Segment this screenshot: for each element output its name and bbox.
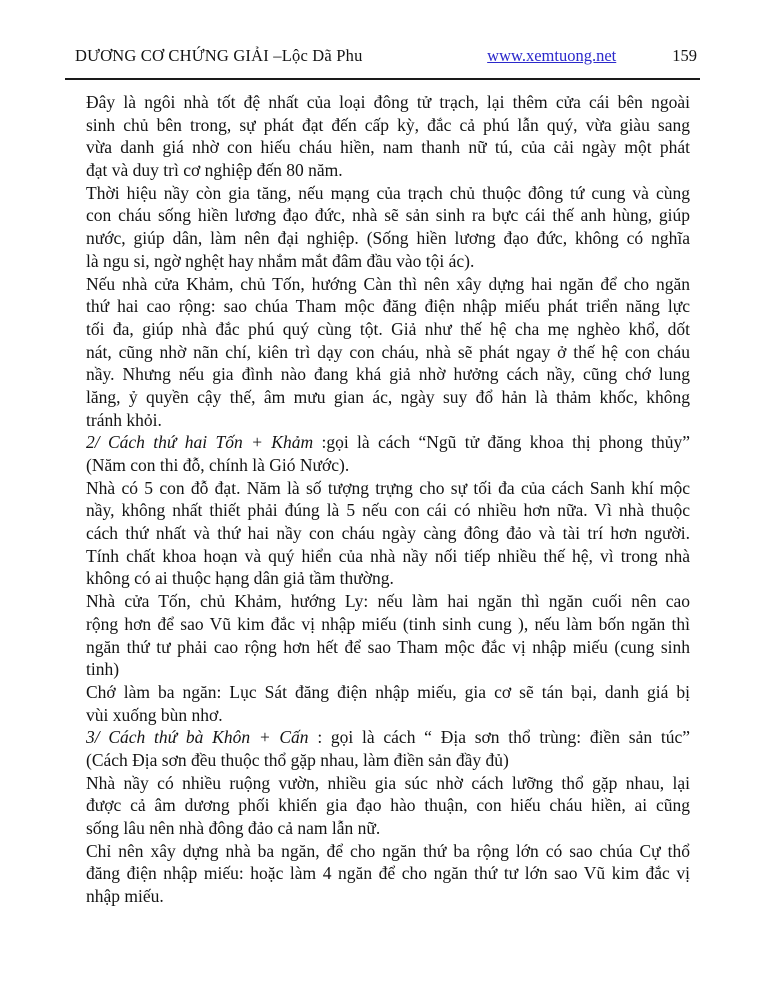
text-line bbox=[86, 409, 690, 432]
italic-heading-segment: 3/ Cách thứ bà Khôn + Cấn bbox=[86, 727, 318, 748]
text-segment: rộng hơn để sao Vũ kim đắc vị nhập miếu (tinh sinh cung ), nếu làm bốn ngăn thì bbox=[86, 613, 690, 634]
text-segment: Tính chất khoa hoạn và quý hiển của nhà nầy nối tiếp nhiều thế hệ, vì trong nhà bbox=[86, 545, 690, 566]
page-number: 159 bbox=[672, 46, 697, 65]
text-line bbox=[86, 204, 690, 227]
text-line bbox=[86, 862, 690, 885]
text-segment: được cả âm dương phối khiến gia đạo hào thuận, con hiếu cháu hiền, ai cũng bbox=[86, 795, 690, 816]
text-line bbox=[86, 567, 690, 590]
text-segment: Thời hiệu nầy còn gia tăng, nếu mạng của trạch chủ thuộc đông tứ cung và cùng bbox=[86, 182, 690, 203]
text-line bbox=[86, 250, 690, 273]
text-line bbox=[86, 613, 690, 636]
website-link[interactable]: www.xemtuong.net bbox=[487, 46, 617, 65]
text-segment: là ngu si, ngờ nghệt hay nhắm mắt đâm đầu vào tội ác). bbox=[86, 250, 475, 271]
text-line bbox=[86, 681, 690, 704]
text-segment: Nhà nầy có nhiều ruộng vườn, nhiều gia súc nhờ cách lưỡng thổ gặp nhau, lại bbox=[86, 772, 690, 793]
text-segment: :gọi là cách “Ngũ tử đăng khoa thị phong thủy” bbox=[321, 432, 690, 453]
text-line bbox=[86, 545, 690, 568]
text-segment: nát, cũng nhờ nãn chí, kiên trì dạy con cháu, nhà sẽ phát ngay ở thế hệ con cháu bbox=[86, 341, 690, 362]
text-segment: Nhà cửa Tốn, chủ Khảm, hướng Ly: nếu làm hai ngăn thì ngăn cuối nên cao bbox=[86, 591, 690, 612]
text-segment: sống lâu nên nhà đông đảo cả nam lẫn nữ. bbox=[86, 818, 381, 838]
text-segment: (Năm con thi đỗ, chính là Gió Nước). bbox=[86, 455, 350, 475]
text-line bbox=[86, 91, 690, 114]
text-line bbox=[86, 658, 690, 681]
text-line bbox=[86, 726, 690, 749]
text-segment: nầy. Nhưng nếu gia đình nào đang khá giả nhờ hưởng cách nầy, cũng chớ lung bbox=[86, 364, 690, 385]
text-line bbox=[86, 477, 690, 500]
text-segment: vùi xuống bùn nhơ. bbox=[86, 704, 223, 725]
body-text bbox=[86, 91, 690, 908]
text-segment: ngăn thứ tư phải cao rộng hơn hết để sao Tham mộc đắc vị nhập miếu (cung sinh bbox=[86, 636, 690, 657]
text-line bbox=[86, 386, 690, 409]
text-line bbox=[86, 840, 690, 863]
text-line bbox=[86, 704, 690, 727]
page-header bbox=[75, 46, 697, 66]
text-segment: cách thứ nhất và thứ hai nầy con cháu ngày càng đông đảo và tài trí hơn người. bbox=[86, 523, 690, 544]
text-segment: tinh) bbox=[86, 659, 120, 680]
text-segment: tối đa, giúp nhà đắc phú quý cùng tột. Giả như thế hệ cha mẹ nghèo khổ, dốt bbox=[86, 318, 690, 339]
text-segment: vừa danh giá nhờ con hiếu cháu hiền, nam thanh nữ tú, của cải ngày một phát bbox=[86, 137, 690, 158]
text-segment: đăng điện nhập miếu: hoặc làm 4 ngăn để cho ngăn thứ tư lớn sao Vũ kim đắc vị bbox=[86, 863, 690, 884]
header-divider bbox=[65, 78, 700, 80]
text-line bbox=[86, 590, 690, 613]
text-segment: : gọi là cách “ Địa sơn thổ trùng: điền sản túc” bbox=[317, 727, 690, 748]
text-segment: đạt và duy trì cơ nghiệp đến 80 năm. bbox=[86, 160, 343, 181]
text-segment: tránh khỏi. bbox=[86, 409, 162, 430]
text-segment: không có ai thuộc hạng dân giả tầm thường. bbox=[86, 568, 394, 589]
text-line bbox=[86, 114, 690, 137]
text-segment: thứ hai cao rộng: sao chúa Tham mộc đăng điện nhập miếu phát triển năng lực bbox=[86, 296, 690, 317]
italic-heading-segment: 2/ Cách thứ hai Tốn + Khảm bbox=[86, 432, 322, 453]
text-segment: nầy, không nhất thiết phải đúng là 5 nếu con cái có nhiều hơn nữa. Vì nhà thuộc bbox=[86, 500, 690, 521]
text-segment: Chớ làm ba ngăn: Lục Sát đăng điện nhập miếu, gia cơ sẽ tán bại, danh giá bị bbox=[86, 681, 690, 702]
text-segment: nước, giúp dân, làm nên đại nghiệp. (Sống hiền lương đạo đức, không có nghĩa bbox=[86, 228, 690, 249]
text-segment: Nếu nhà cửa Khảm, chủ Tốn, hướng Càn thì nên xây dựng hai ngăn để cho ngăn bbox=[86, 273, 690, 294]
text-line bbox=[86, 182, 690, 205]
text-line bbox=[86, 749, 690, 772]
text-line bbox=[86, 794, 690, 817]
text-line bbox=[86, 772, 690, 795]
text-line bbox=[86, 136, 690, 159]
text-line bbox=[86, 363, 690, 386]
text-line bbox=[86, 522, 690, 545]
text-line bbox=[86, 318, 690, 341]
text-line bbox=[86, 341, 690, 364]
book-title: DƯƠNG CƠ CHỨNG GIẢI –Lộc Dã Phu bbox=[75, 46, 363, 65]
text-line bbox=[86, 227, 690, 250]
text-line bbox=[86, 159, 690, 182]
text-segment: lăng, ỷ quyền cậy thế, âm mưu gian ác, ngày suy đổ hản là thảm khốc, không bbox=[86, 386, 690, 407]
text-line bbox=[86, 454, 690, 477]
text-line bbox=[86, 499, 690, 522]
text-line bbox=[86, 273, 690, 296]
text-line bbox=[86, 885, 690, 908]
text-segment: nhập miếu. bbox=[86, 886, 164, 907]
text-segment: sinh chủ bên trong, sự phát đạt đến cấp kỳ, đắc cả phú lẫn quý, vừa giàu sang bbox=[86, 114, 690, 135]
text-segment: con cháu sống hiền lương đạo đức, nhà sẽ sản sinh ra bực cái thế anh hùng, giúp bbox=[86, 205, 690, 226]
text-line bbox=[86, 817, 690, 840]
text-segment: Nhà có 5 con đỗ đạt. Năm là số tượng trựng cho sự tối đa của cách Sanh khí mộc bbox=[86, 477, 690, 498]
text-line bbox=[86, 636, 690, 659]
text-segment: Đây là ngôi nhà tốt đệ nhất của loại đông tử trạch, lại thêm cửa cái bên ngoài bbox=[86, 92, 690, 112]
text-line bbox=[86, 295, 690, 318]
text-line bbox=[86, 431, 690, 454]
text-segment: (Cách Địa sơn đều thuộc thổ gặp nhau, làm điền sản đầy đủ) bbox=[86, 749, 509, 770]
text-segment: Chỉ nên xây dựng nhà ba ngăn, để cho ngăn thứ ba rộng lớn có sao chúa Cự thổ bbox=[86, 840, 690, 861]
